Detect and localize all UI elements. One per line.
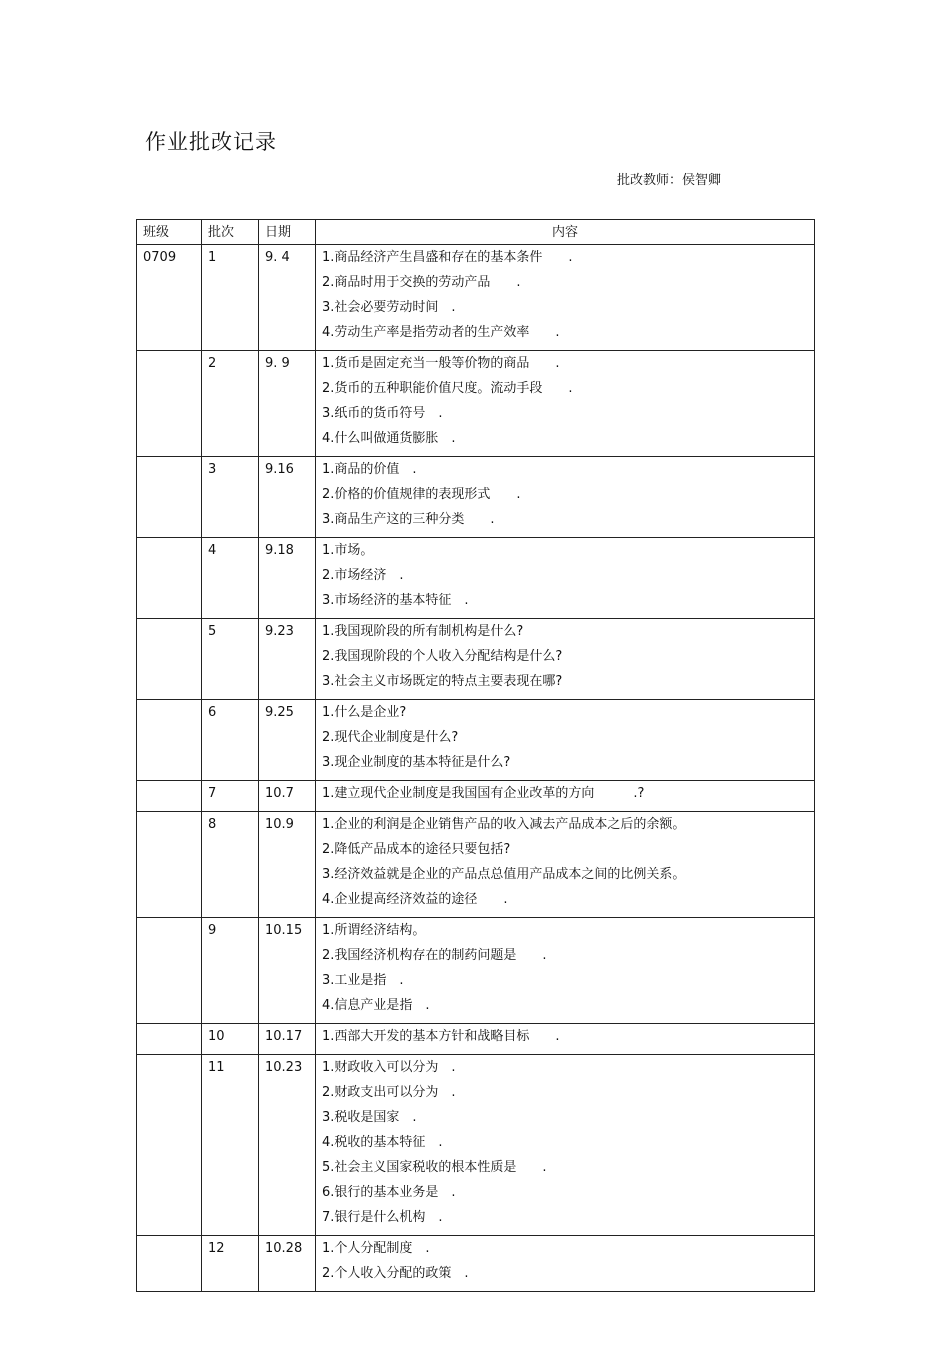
row-batch-cell: 10 — [202, 1024, 259, 1055]
row-date-cell: 9.18 — [259, 538, 316, 619]
content-item: 2.我国经济机构存在的制药问题是 . — [322, 948, 547, 963]
content-item: 2.价格的价值规律的表现形式 . — [322, 487, 521, 502]
content-item: 4.什么叫做通货膨胀 . — [322, 431, 456, 446]
row-batch-cell: 12 — [202, 1236, 259, 1292]
row-content-cell — [316, 1236, 815, 1292]
row-date-cell: 9.25 — [259, 700, 316, 781]
content-item: 3.社会主义市场既定的特点主要表现在哪? — [322, 674, 563, 689]
content-item: 1.我国现阶段的所有制机构是什么? — [322, 624, 524, 639]
content-item: 3.商品生产这的三种分类 . — [322, 512, 495, 527]
row-date-cell: 9.16 — [259, 457, 316, 538]
row-class-cell — [137, 918, 202, 1024]
row-class-cell — [137, 1236, 202, 1292]
row-content-cell — [316, 538, 815, 619]
content-item: 2.现代企业制度是什么? — [322, 730, 459, 745]
content-item: 1.商品的价值 . — [322, 462, 417, 477]
row-class-cell — [137, 1024, 202, 1055]
content-item: 3.社会必要劳动时间 . — [322, 300, 456, 315]
row-date-cell: 10.15 — [259, 918, 316, 1024]
page-title: 作业批改记录 — [145, 130, 277, 154]
table-row — [137, 781, 815, 812]
row-content-cell — [316, 351, 815, 457]
row-class-cell — [137, 700, 202, 781]
table-row — [137, 245, 815, 351]
table-row — [137, 619, 815, 700]
content-item: 3.经济效益就是企业的产品点总值用产品成本之间的比例关系。 — [322, 867, 686, 882]
content-item: 1.商品经济产生昌盛和存在的基本条件 . — [322, 250, 573, 265]
table-header-row — [137, 220, 815, 245]
row-class-cell — [137, 457, 202, 538]
row-date-cell: 10.7 — [259, 781, 316, 812]
row-batch-cell: 8 — [202, 812, 259, 918]
homework-record-table — [136, 219, 815, 1292]
content-item: 3.现企业制度的基本特征是什么? — [322, 755, 511, 770]
row-date-cell: 10.28 — [259, 1236, 316, 1292]
row-batch-cell: 4 — [202, 538, 259, 619]
content-item: 1.建立现代企业制度是我国国有企业改革的方向 .? — [322, 786, 645, 801]
row-date-cell: 9. 9 — [259, 351, 316, 457]
header-date: 日期 — [259, 220, 316, 245]
content-item: 2.商品时用于交换的劳动产品 . — [322, 275, 521, 290]
row-batch-cell: 11 — [202, 1055, 259, 1236]
content-item: 2.市场经济 . — [322, 568, 404, 583]
content-item: 7.银行是什么机构 . — [322, 1210, 443, 1225]
table-row — [137, 1024, 815, 1055]
row-class-cell — [137, 619, 202, 700]
content-item: 1.市场。 — [322, 543, 374, 558]
row-class-cell — [137, 538, 202, 619]
content-item: 1.企业的利润是企业销售产品的收入减去产品成本之后的余额。 — [322, 817, 686, 832]
row-batch-cell: 3 — [202, 457, 259, 538]
row-batch-cell: 7 — [202, 781, 259, 812]
teacher-label: 批改教师：侯智卿 — [617, 173, 722, 188]
content-item: 6.银行的基本业务是 . — [322, 1185, 456, 1200]
content-item: 3.市场经济的基本特征 . — [322, 593, 469, 608]
content-item: 2.我国现阶段的个人收入分配结构是什么? — [322, 649, 563, 664]
row-date-cell: 10.9 — [259, 812, 316, 918]
content-item: 1.西部大开发的基本方针和战略目标 . — [322, 1029, 560, 1044]
row-class-cell — [137, 812, 202, 918]
row-content-cell — [316, 619, 815, 700]
row-date-cell: 9. 4 — [259, 245, 316, 351]
content-item: 4.劳动生产率是指劳动者的生产效率 . — [322, 325, 560, 340]
content-item: 1.什么是企业? — [322, 705, 407, 720]
content-item: 1.货币是固定充当一般等价物的商品 . — [322, 356, 560, 371]
table-row — [137, 1055, 815, 1236]
table-row — [137, 812, 815, 918]
row-content-cell — [316, 812, 815, 918]
row-content-cell — [316, 1024, 815, 1055]
content-item: 3.税收是国家 . — [322, 1110, 417, 1125]
row-content-cell — [316, 1055, 815, 1236]
row-batch-cell: 2 — [202, 351, 259, 457]
row-content-cell — [316, 245, 815, 351]
table-row — [137, 918, 815, 1024]
row-batch-cell: 5 — [202, 619, 259, 700]
content-item: 1.财政收入可以分为 . — [322, 1060, 456, 1075]
content-item: 4.税收的基本特征 . — [322, 1135, 443, 1150]
table-body — [137, 245, 815, 1292]
row-batch-cell: 1 — [202, 245, 259, 351]
header-class: 班级 — [137, 220, 202, 245]
row-content-cell — [316, 700, 815, 781]
row-class-cell — [137, 781, 202, 812]
row-date-cell: 10.23 — [259, 1055, 316, 1236]
header-batch: 批次 — [202, 220, 259, 245]
table-row — [137, 1236, 815, 1292]
row-batch-cell: 9 — [202, 918, 259, 1024]
row-class-cell — [137, 351, 202, 457]
table-row — [137, 457, 815, 538]
row-content-cell — [316, 457, 815, 538]
row-content-cell — [316, 918, 815, 1024]
row-date-cell: 10.17 — [259, 1024, 316, 1055]
content-item: 1.个人分配制度 . — [322, 1241, 430, 1256]
row-batch-cell: 6 — [202, 700, 259, 781]
table-row — [137, 700, 815, 781]
header-content: 内容 — [316, 220, 815, 245]
content-item: 2.货币的五种职能价值尺度。流动手段 . — [322, 381, 573, 396]
content-item: 3.工业是指 . — [322, 973, 404, 988]
row-class-cell: 0709 — [137, 245, 202, 351]
content-item: 2.降低产品成本的途径只要包括? — [322, 842, 511, 857]
content-item: 4.信息产业是指 . — [322, 998, 430, 1013]
content-item: 1.所谓经济结构。 — [322, 923, 426, 938]
content-item: 3.纸币的货币符号 . — [322, 406, 443, 421]
table-row — [137, 538, 815, 619]
row-class-cell — [137, 1055, 202, 1236]
row-date-cell: 9.23 — [259, 619, 316, 700]
row-content-cell — [316, 781, 815, 812]
content-item: 5.社会主义国家税收的根本性质是 . — [322, 1160, 547, 1175]
content-item: 2.个人收入分配的政策 . — [322, 1266, 469, 1281]
content-item: 2.财政支出可以分为 . — [322, 1085, 456, 1100]
content-item: 4.企业提高经济效益的途径 . — [322, 892, 508, 907]
table-row — [137, 351, 815, 457]
